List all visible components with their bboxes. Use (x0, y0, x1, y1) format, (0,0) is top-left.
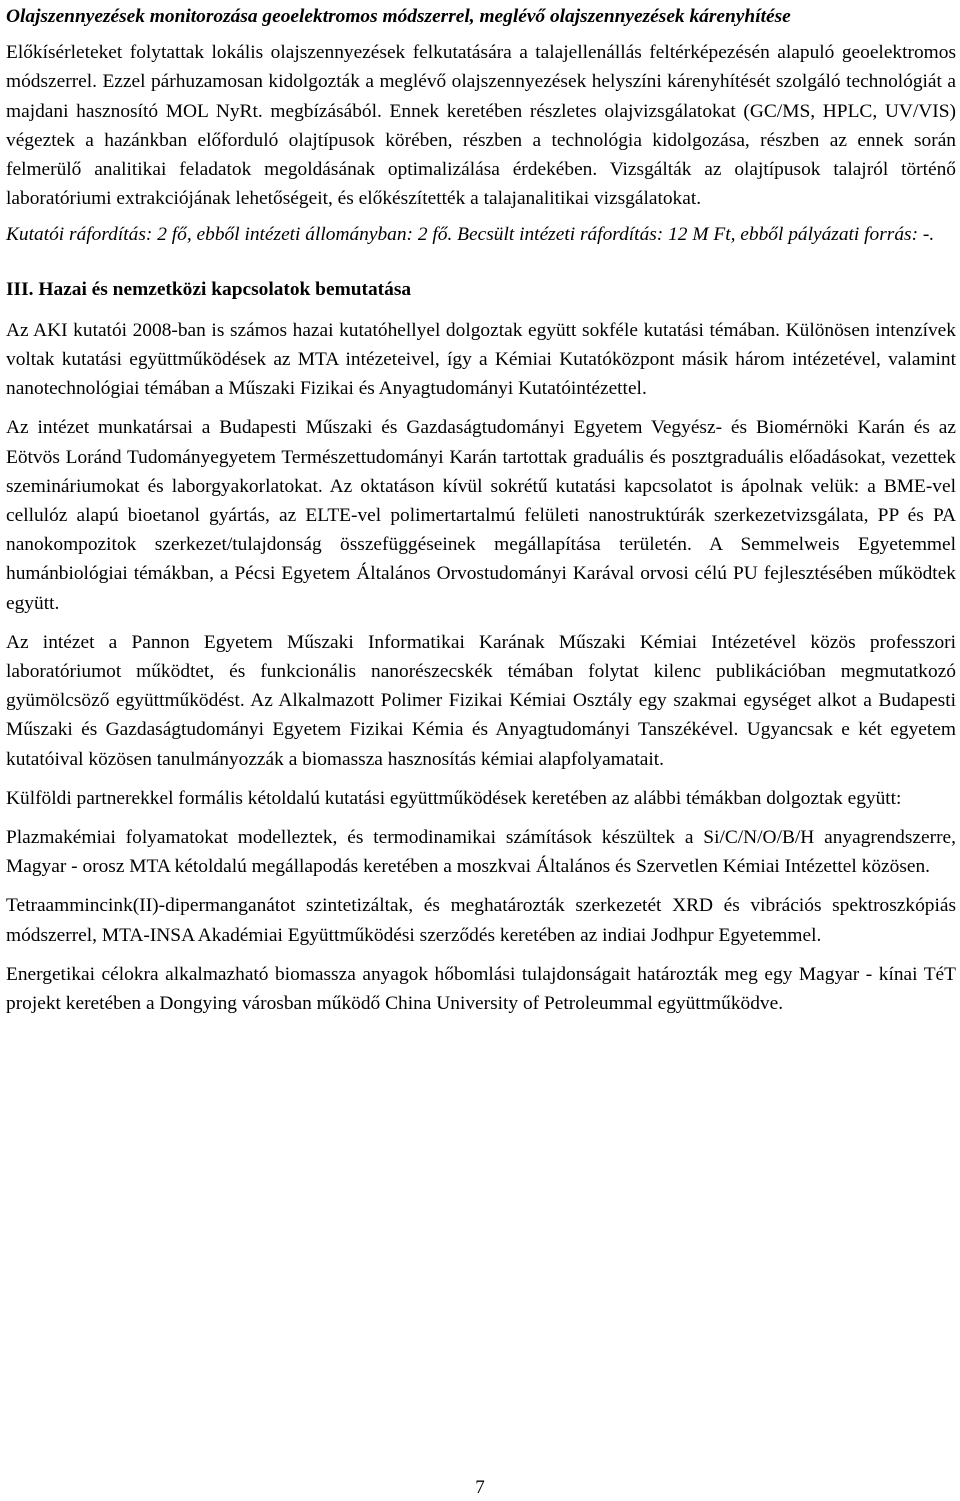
paragraph-oil-pollution: Előkísérleteket folytattak lokális olajszennyezések felkutatására a talajellenállás feltérképezésén alapuló geoelektromos módszerrel. Ezzel párhuzamosan kidolgozták a meglévő olajszennyezések helyszíni kárenyhítését szolgáló technológiát a majdani hasznosító MOL NyRt. megbízásából. Ennek keretében részletes olajvizsgálatokat (GC/MS, HPLC, UV/VIS) végeztek a hazánkban előforduló olajtípusok körében, részben a technológia kidolgozása, részben az ennek során felmerülő analitikai feladatok megoldásának optimalizálása érdekében. Vizsgálták az olajtípusok talajról történő laboratóriumi extrakciójának lehetőségeit, és előkészítették a talajanalitikai vizsgálatokat. (6, 42, 956, 210)
page-content (6, 2, 956, 1018)
subsection-heading: Olajszennyezések monitorozása geoelektromos módszerrel, meglévő olajszennyezések kárenyhítése (6, 6, 791, 27)
paragraph-pannon-university: Az intézet a Pannon Egyetem Műszaki Informatikai Karának Műszaki Kémiai Intézetével közös professzori laboratóriumot működtet, és funkcionális nanorészecskék témában folytat kilenc publikációban megmutatkozó gyümölcsöző együttműködést. Az Alkalmazott Polimer Fizikai Kémiai Osztály egy szakmai egységet alkot a Budapesti Műszaki és Gazdaságtudományi Egyetem Fizikai Kémia és Anyagtudományi Tanszékével. Ugyancsak e két egyetem kutatóival közösen tanulmányozzák a biomassza hasznosítás kémiai alapfolyamatait. (6, 631, 956, 770)
section-heading (6, 275, 956, 304)
paragraph-biomass-energy: Energetikai célokra alkalmazható biomassza anyagok hőbomlási tulajdonságait határozták meg egy Magyar - kínai TéT projekt keretében a Dongying városban működő China University of Petroleummal együttműködve. (6, 963, 956, 1015)
paragraph-foreign-partners: Külföldi partnerekkel formális kétoldalú kutatási együttműködések keretében az alábbi témákban dolgoztak együtt: (6, 787, 902, 809)
section-number: III. (6, 278, 34, 300)
paragraph-tetraammine-zinc: Tetraammincink(II)-dipermanganátot szintetizáltak, és meghatározták szerkezetét XRD és vibrációs spektroszkópiás módszerrel, MTA-INSA Akadémiai Együttműködési szerződés keretében az indiai Jodhpur Egyetemmel. (6, 895, 956, 946)
resource-note: Kutatói ráfordítás: 2 fő, ebből intézeti állományban: 2 fő. Becsült intézeti ráfordítás: 12 M Ft, ebből pályázati forrás: -. (6, 224, 935, 246)
paragraph-university-teaching: Az intézet munkatársai a Budapesti Műszaki és Gazdaságtudományi Egyetem Vegyész- és Biomérnöki Karán és az Eötvös Loránd Tudományegyetem Természettudományi Karán tartottak graduális és posztgraduális előadásokat, vezettek szemináriumokat és laborgyakorlatokat. Az oktatáson kívül sokrétű kutatási kapcsolatot is ápolnak velük: a BME-vel cellulóz alapú bioetanol gyártás, az ELTE-vel polimertartalmú felületi nanostruktúrák szerkezetvizsgálata, PP és PA nanokompozitok szerkezet/tulajdonság összefüggéseinek megállapítása területén. A Semmelweis Egyetemmel humánbiológiai témákban, a Pécsi Egyetem Általános Orvostudományi Karával orvosi célú PU fejlesztésében működtek együtt. (6, 417, 956, 614)
paragraph-plasma-chemistry: Plazmakémiai folyamatokat modelleztek, és termodinamikai számítások készültek a Si/C/N/O/B/H anyagrendszerre, Magyar - orosz MTA kétoldalú megállapodás keretében a moszkvai Általános és Szervetlen Kémiai Intézettel közösen. (6, 827, 956, 878)
paragraph-domestic-cooperation: Az AKI kutatói 2008-ban is számos hazai kutatóhellyel dolgoztak együtt sokféle kutatási témában. Különösen intenzívek voltak kutatási együttműködések az MTA intézeteivel, így a Kémiai Kutatóközpont másik három intézetével, valamint nanotechnológiai témában a Műszaki Fizikai és Anyagtudományi Kutatóintézettel. (6, 319, 956, 400)
page-number: 7 (475, 1477, 485, 1498)
section-title: Hazai és nemzetközi kapcsolatok bemutatása (38, 278, 412, 300)
